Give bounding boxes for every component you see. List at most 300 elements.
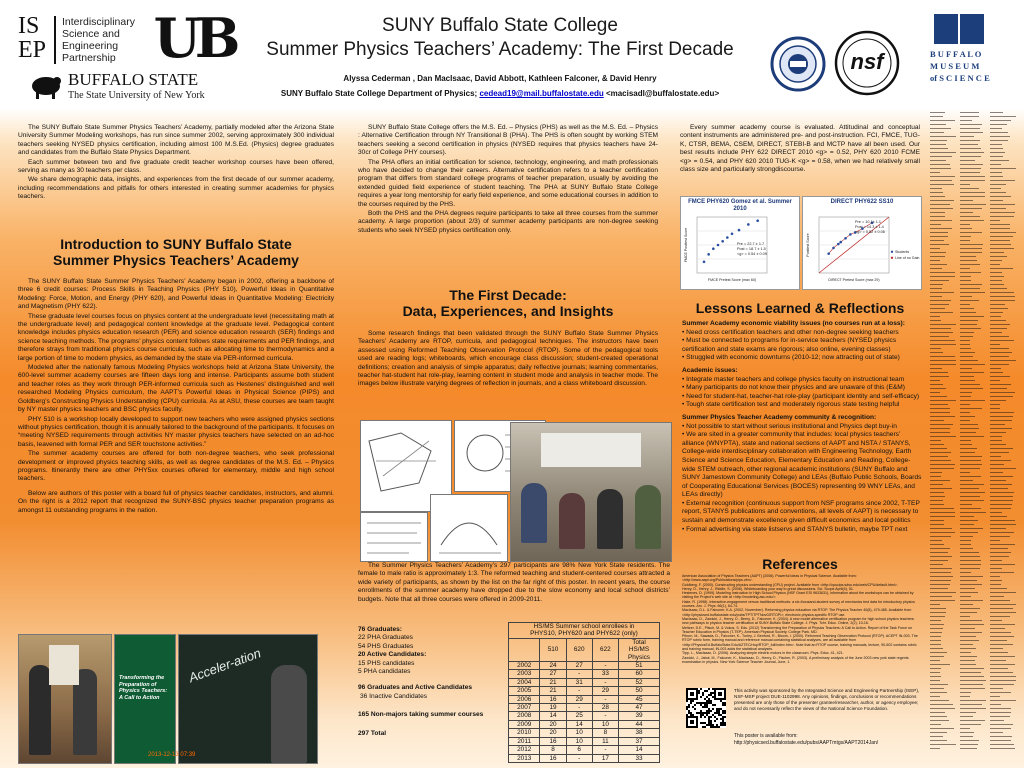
chart-annotation: <g> = 0.52 ± 0.06 (855, 230, 885, 234)
table-row (509, 720, 660, 728)
qr-module (710, 702, 712, 704)
list-line (930, 732, 947, 733)
qr-module (706, 724, 708, 726)
title-line: The First Decade: (449, 287, 567, 303)
list-line (990, 684, 1014, 685)
qr-module (696, 716, 698, 718)
list-line (990, 188, 1001, 189)
list-line (990, 244, 1011, 245)
list-line (960, 220, 984, 221)
list-line (930, 484, 943, 485)
list-line (990, 392, 1015, 393)
list-line (990, 136, 1010, 137)
list-line (990, 276, 1004, 277)
qr-module (708, 722, 710, 724)
list-line (960, 596, 971, 597)
list-line (930, 572, 951, 573)
legend-entry: Line of no Gain (895, 256, 920, 260)
paragraph: The PHA offers an initial certification for science, technology, engineering, and math professionals who have decided to change their careers. Alternative certification refers to a teacher certification program that differs from standard college programs of teacher preparation, usually by avoiding the extended guided field experience of student teaching. The PHA at SUNY Buffalo State College requires a year long mentorship for early field experience, and some educational courses in addition to the courses required by the PHS. (358, 158, 658, 208)
list-line (930, 124, 946, 125)
list-line (990, 324, 1010, 325)
table-cell: 39 (619, 712, 660, 720)
reference-item: Piburn, M., Sawada, D., Falconer, K., Turley, J. Benford, R., Bloom, I. (2000). Reformed Teaching Observation Protocol (RTOP). ACEPT IN-003. The RTOP rubric form, training manual and reference manual containing statistical analyses, are all available from <http://PhysicsEd.BuffaloState.Edu/AZTEC/rtop/RTOP_full/index.htm>. Note that an RTOP course, training manuals, lecture, 90-602 contains rubric and training manual, IN-003 adds the statistical analyses. (682, 634, 918, 652)
list-line (990, 600, 1010, 601)
list-line (990, 668, 1008, 669)
qr-module (724, 690, 726, 692)
qr-module (702, 702, 704, 704)
list-line (930, 320, 941, 321)
list-line (990, 280, 1002, 281)
list-line (960, 732, 974, 733)
museum-icon (934, 14, 958, 44)
list-line (990, 396, 1013, 397)
list-line (990, 164, 1001, 165)
list-line (990, 360, 1016, 361)
qr-module (686, 718, 688, 720)
list-line (930, 684, 948, 685)
legend-swatch (891, 257, 893, 259)
list-line (960, 180, 985, 181)
table-cell: 52 (619, 678, 660, 686)
qr-module (712, 696, 714, 698)
list-line (990, 660, 1006, 661)
list-line (930, 588, 948, 589)
qr-module (722, 698, 724, 700)
nsf-wordmark: nsf (850, 49, 884, 74)
list-line (960, 356, 973, 357)
list-line (960, 688, 985, 689)
list-line (990, 556, 1009, 557)
list-line (960, 672, 981, 673)
qr-module (694, 698, 696, 700)
list-line (960, 520, 978, 521)
list-line (990, 404, 1000, 405)
qr-module (720, 708, 722, 710)
qr-module (688, 706, 690, 708)
list-line (960, 724, 981, 725)
table-cell: 38 (619, 729, 660, 737)
list-line (990, 620, 1002, 621)
table-cell: 2005 (509, 687, 540, 695)
qr-module (720, 700, 722, 702)
photo-figure (635, 485, 661, 549)
email-text: <macisadl@buffalostate.edu> (603, 89, 720, 98)
list-line (930, 428, 950, 429)
list-line (960, 660, 975, 661)
list-line (960, 380, 975, 381)
qr-module (720, 698, 722, 700)
list-line (960, 360, 978, 361)
table-cell: 29 (592, 687, 618, 695)
qr-module (690, 698, 692, 700)
list-line (990, 616, 1010, 617)
qr-module (722, 688, 724, 690)
list-line (960, 212, 973, 213)
list-line (930, 368, 942, 369)
list-line (960, 476, 981, 477)
journal-image (430, 494, 508, 562)
qr-module (686, 700, 688, 702)
list-line (930, 516, 955, 517)
list-line (990, 456, 1001, 457)
list-line (960, 136, 974, 137)
list-line (960, 444, 972, 445)
qr-module (710, 720, 712, 722)
list-line (990, 664, 1015, 665)
list-line (960, 232, 982, 233)
caption-line: PHYS10, PHY620 and PHY622 (only) (530, 630, 638, 638)
list-line (960, 420, 970, 421)
qr-module (690, 714, 692, 716)
list-line (990, 528, 1006, 529)
list-line (990, 180, 1015, 181)
qr-module (688, 712, 690, 714)
list-line (930, 524, 944, 525)
list-line (930, 700, 949, 701)
list-line (960, 244, 983, 245)
reference-item: MacIsaac, D.L. & Falconer, K.A. (2002, November). Reforming physics education via RTOP. The Physics Teacher 40(8), 479-485. Available from <http://physicsed.buffalostate.edu/pubs/TPT/TPTNov02RTOP/>; electronic physics-specific RTOP use. (682, 608, 912, 617)
qr-module (718, 688, 720, 690)
list-line (990, 132, 1008, 133)
list-line (930, 452, 951, 453)
qr-module (690, 716, 692, 718)
affiliation (230, 89, 770, 99)
list-line (990, 680, 1016, 681)
stat-item: 36 Inactive Candidates (360, 692, 428, 700)
list-line (960, 488, 979, 489)
list-line (930, 708, 955, 709)
list-line (930, 692, 947, 693)
list-line (930, 172, 940, 173)
list-line (960, 208, 982, 209)
paragraph: The SUNY Buffalo State Summer Physics Teachers’ Academy, partially modeled after the Arizona State University Summer Modeling workshops, has run since summer 2002, serving approximately 300 individual teachers seeking NYSED physics certification, including almost 100 M.S.Ed. (Physics) degree graduates and candidates from the Buffalo State Physics Department. (18, 124, 334, 157)
photo-report-cover (114, 634, 176, 764)
email-link[interactable]: cedead19@mail.buffalostate.edu (479, 89, 604, 98)
list-line (960, 540, 971, 541)
list-line (990, 520, 1015, 521)
list-line (990, 720, 1004, 721)
qr-module (724, 696, 726, 698)
list-line (930, 248, 940, 249)
references-body (682, 574, 922, 664)
qr-module (696, 702, 698, 704)
list-line (990, 736, 1012, 737)
list-line (960, 188, 979, 189)
list-line (960, 656, 977, 657)
list-line (960, 184, 970, 185)
caption-line: HS/MS Summer school enrollees in (533, 623, 635, 630)
list-line (990, 492, 1014, 493)
ub-logo: UB (153, 6, 235, 70)
list-line (990, 672, 1013, 673)
list-line (990, 160, 1009, 161)
qr-module (716, 688, 718, 690)
qr-module (686, 688, 688, 690)
list-line (990, 128, 1002, 129)
list-line (960, 284, 982, 285)
qr-module (686, 726, 688, 728)
list-line (960, 564, 981, 565)
table-cell: 8 (540, 746, 566, 754)
chart-annotation: Pre = 10.1± 1.1 (855, 220, 882, 224)
list-line (990, 588, 1007, 589)
intro-summary (18, 124, 334, 203)
list-line (990, 200, 1003, 201)
list-line (960, 300, 979, 301)
list-line (960, 424, 978, 425)
list-line (930, 344, 956, 345)
list-line (930, 664, 950, 665)
qr-module (710, 692, 712, 694)
qr-module (696, 688, 698, 690)
list-line (930, 376, 949, 377)
stat-heading: 165 Non-majors taking summer courses (358, 711, 484, 719)
table-row (509, 670, 660, 678)
list-line (930, 408, 950, 409)
list-line (930, 496, 945, 497)
list-line (990, 496, 1013, 497)
decade-body (358, 330, 658, 390)
qr-module (706, 704, 708, 706)
list-line (990, 728, 1011, 729)
qr-module (716, 712, 718, 714)
list-line (930, 336, 949, 337)
list-line (930, 616, 945, 617)
list-line (990, 204, 1015, 205)
list-line (990, 184, 1006, 185)
list-line (930, 436, 956, 437)
list-line (990, 364, 1009, 365)
qr-module (718, 714, 720, 716)
list-line (960, 112, 979, 113)
qr-module (700, 722, 702, 724)
list-line (960, 428, 979, 429)
qr-module (706, 696, 708, 698)
list-line (960, 304, 970, 305)
list-line (960, 396, 971, 397)
table-cell: 11 (592, 737, 618, 745)
list-line (930, 348, 941, 349)
list-line (930, 340, 955, 341)
list-line (930, 280, 949, 281)
qr-module (700, 688, 702, 690)
list-line (930, 596, 952, 597)
qr-module (722, 710, 724, 712)
qr-module (716, 710, 718, 712)
list-line (990, 304, 1005, 305)
list-line (960, 296, 972, 297)
paragraph: Below are authors of this poster with a board full of physics teacher candidates, instructors, and alumni. On the right is a 2012 report that recognized the SUNY-BSC physics teacher preparation programs as amongst 11 outstanding programs in the nation. (18, 489, 334, 514)
list-line (930, 244, 949, 245)
list-line (930, 312, 953, 313)
lessons-item: • Need cross certification teachers and other non-degree seeking teachers (682, 328, 899, 336)
photo-poster-authors (18, 634, 112, 764)
list-line (960, 160, 975, 161)
list-line (960, 600, 983, 601)
table-cell: 2011 (509, 737, 540, 745)
qr-module (722, 720, 724, 722)
list-line (930, 556, 952, 557)
list-line (930, 712, 945, 713)
qr-module (696, 698, 698, 700)
list-line (960, 248, 982, 249)
list-line (930, 728, 954, 729)
qr-module (704, 712, 706, 714)
paragraph: We share demographic data, insights, and experiences from the first decade of our summer academy, including recommendations and pitfalls for others interested in creating summer academies for physics teachers. (18, 176, 334, 201)
qr-module (696, 720, 698, 722)
list-line (960, 468, 980, 469)
list-line (960, 432, 976, 433)
list-line (960, 716, 973, 717)
reference-item: Hake, R. (1998). Interactive-engagement versus traditional methods: a six-thousand-student survey of mechanics test data for introductory physics courses. Am. J. Phys. 66(1), 64-74. (682, 599, 915, 609)
column-header: 622 (592, 638, 618, 661)
list-line (990, 480, 1006, 481)
list-line (960, 616, 970, 617)
list-line (960, 720, 985, 721)
list-line (960, 556, 980, 557)
list-line (990, 312, 1003, 313)
table-cell: 2009 (509, 720, 540, 728)
list-line (990, 708, 1011, 709)
qr-module (686, 698, 688, 700)
list-line (960, 584, 982, 585)
list-line (960, 572, 971, 573)
list-line (930, 704, 953, 705)
qr-module (724, 724, 726, 726)
list-line (990, 144, 1002, 145)
qr-module (724, 712, 726, 714)
list-line (930, 412, 950, 413)
list-line (930, 308, 945, 309)
list-line (990, 548, 1008, 549)
list-line (960, 552, 979, 553)
qr-module (686, 694, 688, 696)
column-header: Total HS/MS Physics (619, 638, 660, 661)
list-line (990, 272, 1002, 273)
qr-module (686, 714, 688, 716)
list-line (990, 524, 1016, 525)
qr-module (690, 720, 692, 722)
isep-text-line: Science and (62, 28, 120, 40)
qr-code[interactable] (686, 688, 726, 728)
qr-module (692, 700, 694, 702)
qr-module (700, 710, 702, 712)
qr-module (690, 692, 692, 694)
list-line (930, 448, 947, 449)
table-cell: 10 (566, 729, 592, 737)
list-line (930, 316, 940, 317)
list-line (960, 308, 974, 309)
museum-line: M U S E U M (930, 61, 980, 71)
chart-annotation: Pre = 22.7 ± 1.7 (737, 242, 765, 246)
isep-divider (54, 16, 56, 64)
qr-module (698, 702, 700, 704)
list-line (930, 716, 947, 717)
photo-figure (29, 665, 51, 755)
table-cell: 2004 (509, 678, 540, 686)
list-line (960, 340, 970, 341)
list-line (960, 168, 981, 169)
paragraph: SUNY Buffalo State College offers the M.S. Ed. – Physics (PHS) as well as the M.S. Ed. – Physics : Alternative Certification through NY Transitional B (PHA). The PHS is often sought by working STEM teachers seeking a second certification in physics (NYSED requires that physics teachers have 24-30cr of College PHY courses). (358, 124, 658, 157)
list-line (990, 408, 1000, 409)
poster-url[interactable]: http://physicsed.buffalostate.edu/pubs/AAPTmtgs/AAPT2014Jan/ (734, 740, 879, 746)
journal-image (360, 512, 428, 562)
table-cell: 2007 (509, 704, 540, 712)
list-line (990, 744, 1014, 745)
list-line (930, 476, 941, 477)
list-line (960, 464, 982, 465)
qr-module (704, 698, 706, 700)
list-line (990, 688, 1003, 689)
list-line (960, 636, 976, 637)
data-point (837, 243, 840, 246)
qr-module (690, 700, 692, 702)
list-line (990, 428, 1012, 429)
list-line (930, 404, 948, 405)
paragraph: The summer academy courses are offered for both non-degree teachers, who seek professional development or improved physics teaching skills, as well as degree candidates of the M.S. Ed. – Physics programs. Itinerantly there are other PHY5xx courses offered for elementary, middle and high school teachers. (18, 450, 334, 483)
list-line (930, 648, 943, 649)
list-line (930, 620, 941, 621)
lessons-heading: Academic issues: (682, 366, 738, 374)
fmce-chart (680, 196, 800, 290)
sponsor-note: This activity was sponsored by the Integrated Science and Engineering Partnership (ISEP), NSF-MSP project DUE-1102998. Any opinions, findings, conclusions or recommendations presented are only those of the presenter grantee/researcher, author, or agency employee; and do not necessarily reflect the views of the National Science Foundation. (734, 688, 920, 711)
table-cell: 51 (619, 662, 660, 670)
table-cell: 16 (540, 737, 566, 745)
list-line (960, 268, 970, 269)
list-line (930, 604, 940, 605)
photo-timestamp: 2013-12-13 07:39 (148, 752, 196, 758)
museum-text (930, 48, 1010, 84)
table-row (509, 678, 660, 686)
qr-module (714, 688, 716, 690)
list-line (990, 564, 1015, 565)
list-line (960, 256, 976, 257)
list-line (930, 488, 952, 489)
qr-module (718, 710, 720, 712)
list-line (990, 612, 1016, 613)
data-point (827, 252, 830, 255)
table-cell: 33 (592, 670, 618, 678)
list-line (990, 704, 1001, 705)
qr-module (706, 700, 708, 702)
title-line: Data, Experiences, and Insights (402, 303, 614, 319)
list-line (990, 712, 1011, 713)
list-line (990, 376, 1010, 377)
qr-module (688, 710, 690, 712)
table-cell: 10 (566, 737, 592, 745)
qr-module (718, 694, 720, 696)
list-line (960, 292, 985, 293)
list-line (960, 524, 974, 525)
list-line (990, 152, 1005, 153)
list-line (930, 164, 950, 165)
qr-module (694, 704, 696, 706)
qr-module (714, 712, 716, 714)
list-line (990, 316, 1001, 317)
list-line (930, 140, 947, 141)
list-line (930, 136, 956, 137)
title-line: Introduction to SUNY Buffalo State (60, 236, 292, 252)
list-line (990, 192, 1006, 193)
qr-module (704, 716, 706, 718)
list-line (990, 216, 1014, 217)
list-line (930, 184, 954, 185)
table-cell: 19 (540, 704, 566, 712)
qr-module (686, 722, 688, 724)
qr-module (688, 698, 690, 700)
list-line (990, 424, 1005, 425)
data-point (707, 253, 710, 256)
